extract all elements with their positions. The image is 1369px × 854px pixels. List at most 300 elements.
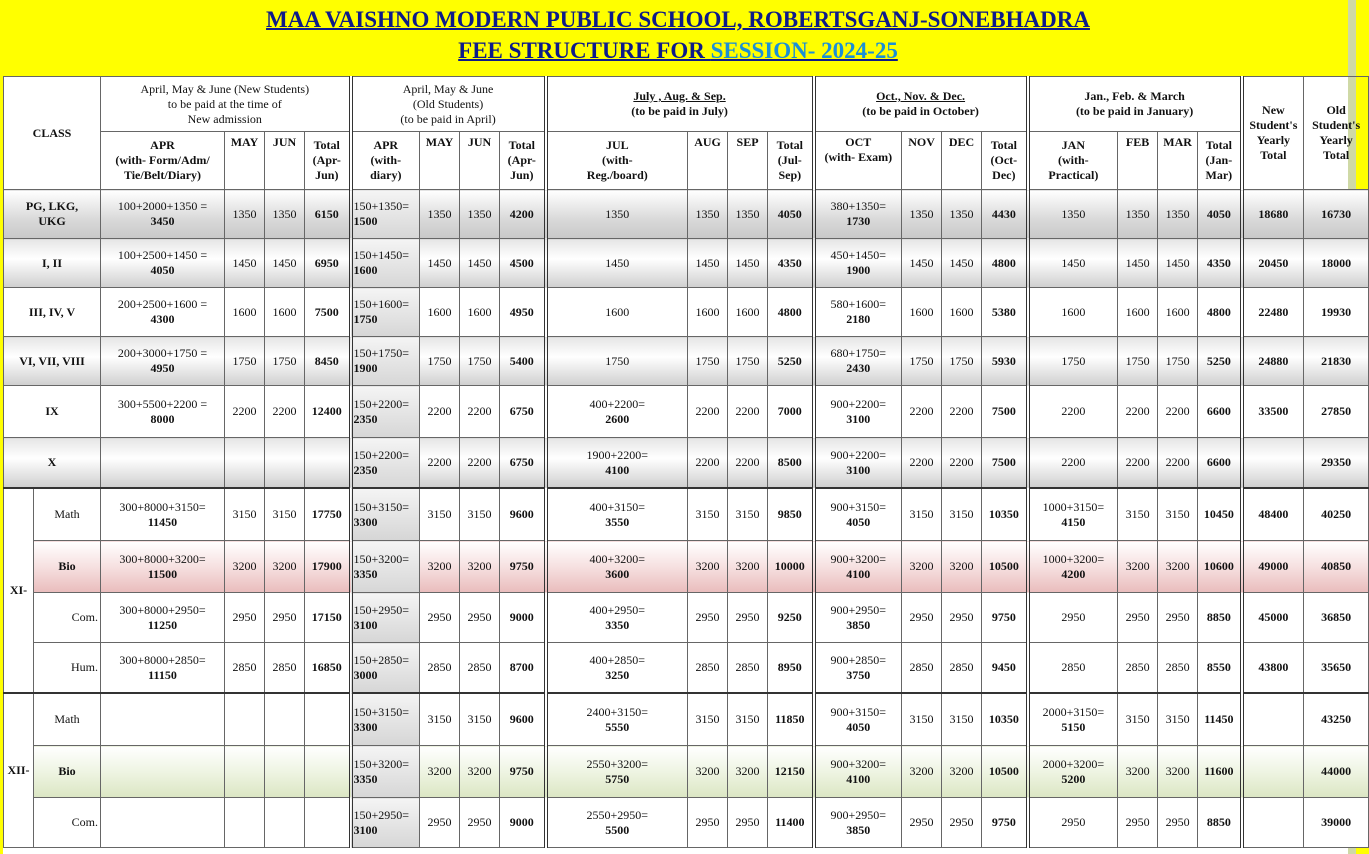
jul-cell: [546, 593, 688, 643]
jan-formula: 2200: [1061, 404, 1086, 418]
old-students-header-line3: (to be paid in April): [400, 111, 496, 126]
fee-label: FEE STRUCTURE FOR: [458, 38, 711, 63]
old-yearly-cell: 40850: [1304, 541, 1369, 593]
old-apr-result: 3100: [353, 822, 378, 837]
old-apr-formula: 150+3150=: [353, 704, 410, 719]
new-apr-header: [101, 132, 225, 190]
q3-total-cell: 9750: [982, 593, 1028, 643]
aug-cell: 3200: [688, 541, 728, 593]
feb-cell: 1750: [1118, 337, 1158, 386]
old-apr-result: 2350: [353, 462, 378, 477]
q3-total-cell: 9750: [982, 798, 1028, 848]
old-may-cell: 3150: [420, 693, 460, 746]
new-jun-cell: 3150: [265, 488, 305, 541]
mar-cell: 1350: [1158, 190, 1198, 239]
jan-result: 4200: [1061, 566, 1086, 581]
feb-cell: 3200: [1118, 541, 1158, 593]
aug-cell: 3200: [688, 746, 728, 798]
old-apr-result: 1600: [353, 263, 378, 277]
new-students-header-line2: to be paid at the time of: [167, 96, 282, 111]
new-yearly-cell: 18680: [1242, 190, 1304, 239]
jan-cell: [1028, 337, 1118, 386]
fee-structure-title: [0, 38, 1356, 64]
new-apr-result: 11500: [147, 566, 178, 581]
mar-cell: 1450: [1158, 239, 1198, 288]
header-row-groups: [4, 77, 1369, 132]
jan-formula: 1350: [1061, 206, 1086, 221]
q4-total-cell: 4050: [1198, 190, 1242, 239]
q4-total-cell: 6600: [1198, 386, 1242, 438]
jul-formula: 400+3200=: [589, 551, 646, 566]
q2-total-cell: 4350: [768, 239, 814, 288]
new-apr-cell: [101, 288, 225, 337]
old-jun-cell: 2950: [460, 798, 500, 848]
jul-cell: [546, 190, 688, 239]
new-may-cell: 3200: [225, 541, 265, 593]
jul-formula: 1600: [605, 304, 630, 319]
oct-formula: 900+3200=: [830, 551, 887, 566]
old-apr-formula: 150+1450=: [353, 248, 410, 262]
old-apr-cell: [351, 190, 420, 239]
jul-cell: [546, 798, 688, 848]
new-may-cell: 2200: [225, 386, 265, 438]
jan-formula: 1450: [1061, 255, 1086, 270]
dec-cell: 1750: [942, 337, 982, 386]
table-row: [4, 239, 1369, 288]
new-apr-cell: [101, 190, 225, 239]
stream-cell: Com.: [34, 798, 101, 848]
stream-cell: Com.: [34, 593, 101, 643]
aug-cell: 2950: [688, 798, 728, 848]
new-total-cell: 17750: [305, 488, 351, 541]
q2-total-cell: 4050: [768, 190, 814, 239]
new-may-cell: 1750: [225, 337, 265, 386]
old-yearly-cell: 40250: [1304, 488, 1369, 541]
old-jun-cell: 3200: [460, 746, 500, 798]
jul-cell: [546, 693, 688, 746]
old-may-header: MAY: [420, 132, 460, 190]
q2-header-line2: (to be paid in July): [631, 104, 728, 118]
jul-formula: 2400+3150=: [586, 704, 649, 719]
old-apr-result: 3100: [353, 617, 378, 632]
jul-line1: JUL: [605, 138, 629, 152]
old-total-cell: 9000: [500, 798, 546, 848]
jul-formula: 400+2950=: [589, 602, 646, 617]
old-may-cell: 1450: [420, 239, 460, 288]
jan-formula: 1000+3150=: [1042, 499, 1105, 514]
new-apr-cell: [101, 693, 225, 746]
oct-result: 2430: [846, 361, 871, 375]
jan-cell: [1028, 239, 1118, 288]
old-apr-result: 2350: [353, 411, 378, 426]
jul-formula: 1900+2200=: [586, 447, 649, 462]
class-cell: X: [4, 438, 101, 489]
q3-total-cell: 7500: [982, 386, 1028, 438]
mar-cell: 1600: [1158, 288, 1198, 337]
old-yearly-cell: 18000: [1304, 239, 1369, 288]
q2-total-cell: 10000: [768, 541, 814, 593]
old-apr-cell: [351, 386, 420, 438]
old-yearly-cell: 27850: [1304, 386, 1369, 438]
oct-header: [814, 132, 902, 190]
q2-total-cell: 9850: [768, 488, 814, 541]
new-jun-cell: 1600: [265, 288, 305, 337]
feb-cell: 2200: [1118, 438, 1158, 489]
new-may-cell: 2850: [225, 643, 265, 694]
new-jun-cell: 2850: [265, 643, 305, 694]
new-yearly-line4: Total: [1260, 148, 1287, 162]
sep-cell: 2950: [728, 593, 768, 643]
new-jun-cell: [265, 798, 305, 848]
jan-formula: 2000+3150=: [1042, 704, 1105, 719]
old-apr-line1: APR: [373, 138, 399, 152]
old-yearly-line1: Old: [1326, 103, 1346, 117]
aug-cell: 2200: [688, 386, 728, 438]
old-total-line1: Total: [508, 138, 535, 152]
nov-cell: 2200: [902, 438, 942, 489]
jan-result: 4150: [1061, 514, 1086, 529]
new-total-cell: [305, 438, 351, 489]
jan-cell: [1028, 488, 1118, 541]
oct-cell: [814, 488, 902, 541]
q2-total-header: [768, 132, 814, 190]
old-apr-formula: 150+3200=: [353, 551, 410, 566]
mar-cell: 2200: [1158, 386, 1198, 438]
dec-cell: 2950: [942, 593, 982, 643]
old-yearly-cell: 44000: [1304, 746, 1369, 798]
new-apr-formula: 300+8000+3150=: [119, 499, 206, 514]
old-apr-cell: [351, 593, 420, 643]
jul-formula: 2550+3200=: [586, 756, 649, 771]
jan-cell: [1028, 288, 1118, 337]
table-row: [4, 190, 1369, 239]
old-may-cell: 1750: [420, 337, 460, 386]
nov-cell: 3200: [902, 541, 942, 593]
new-yearly-cell: 22480: [1242, 288, 1304, 337]
nov-cell: 1750: [902, 337, 942, 386]
feb-cell: 2200: [1118, 386, 1158, 438]
dec-header: DEC: [942, 132, 982, 190]
old-yearly-cell: 29350: [1304, 438, 1369, 489]
q2-total-cell: 5250: [768, 337, 814, 386]
nov-cell: 2850: [902, 643, 942, 694]
nov-header: NOV: [902, 132, 942, 190]
header-row-months: [4, 132, 1369, 190]
group-label-xi: XI-: [4, 488, 34, 693]
jul-result: 2600: [605, 411, 630, 426]
old-apr-formula: 150+2950=: [353, 602, 410, 617]
class-cell: III, IV, V: [4, 288, 101, 337]
aug-cell: 1750: [688, 337, 728, 386]
table-row: [4, 288, 1369, 337]
oct-cell: [814, 693, 902, 746]
old-total-cell: 5400: [500, 337, 546, 386]
new-apr-formula: 100+2500+1450 =: [117, 248, 208, 262]
oct-formula: 900+3200=: [830, 756, 887, 771]
new-apr-result: 8000: [150, 411, 175, 426]
old-apr-formula: 150+1350=: [353, 199, 410, 213]
stream-cell: Math: [34, 488, 101, 541]
q3-total-line2: (Oct-: [990, 153, 1018, 167]
q4-total-cell: 4350: [1198, 239, 1242, 288]
old-total-cell: 9600: [500, 693, 546, 746]
oct-cell: [814, 337, 902, 386]
oct-formula: 900+2200=: [830, 447, 887, 462]
stream-cell: Math: [34, 693, 101, 746]
old-yearly-cell: 43250: [1304, 693, 1369, 746]
oct-cell: [814, 190, 902, 239]
q4-header: [1028, 77, 1242, 132]
oct-cell: [814, 386, 902, 438]
old-total-cell: 9750: [500, 746, 546, 798]
nov-cell: 1450: [902, 239, 942, 288]
old-may-cell: 2850: [420, 643, 460, 694]
new-may-cell: [225, 438, 265, 489]
jul-formula: 1450: [605, 255, 630, 270]
jul-cell: [546, 386, 688, 438]
oct-cell: [814, 593, 902, 643]
group-label-xii: XII-: [4, 693, 34, 848]
oct-result: 4050: [846, 719, 871, 734]
q3-total-cell: 10350: [982, 488, 1028, 541]
new-may-cell: 1350: [225, 190, 265, 239]
nov-cell: 1600: [902, 288, 942, 337]
old-yearly-cell: 39000: [1304, 798, 1369, 848]
sep-cell: 1750: [728, 337, 768, 386]
class-header: CLASS: [4, 77, 101, 190]
q3-total-line1: Total: [990, 138, 1017, 152]
table-row: [4, 438, 1369, 489]
q3-total-cell: 10350: [982, 693, 1028, 746]
dec-cell: 2200: [942, 386, 982, 438]
old-apr-line2: (with-: [370, 153, 402, 167]
new-may-cell: 1450: [225, 239, 265, 288]
oct-cell: [814, 541, 902, 593]
jan-formula: 2950: [1061, 610, 1086, 624]
old-may-cell: 2200: [420, 438, 460, 489]
new-jun-cell: 3200: [265, 541, 305, 593]
jul-result: 3250: [605, 667, 630, 682]
new-apr-cell: [101, 239, 225, 288]
new-may-cell: 3150: [225, 488, 265, 541]
new-may-cell: [225, 693, 265, 746]
new-total-cell: [305, 798, 351, 848]
table-row: [4, 541, 1369, 593]
stream-cell: Bio: [34, 541, 101, 593]
jul-cell: [546, 488, 688, 541]
sep-cell: 2200: [728, 438, 768, 489]
new-jun-cell: 1350: [265, 190, 305, 239]
old-yearly-cell: 19930: [1304, 288, 1369, 337]
old-total-header: [500, 132, 546, 190]
old-apr-formula: 150+2200=: [353, 447, 410, 462]
new-apr-result: 3450: [150, 214, 175, 228]
table-row: [4, 798, 1369, 848]
sep-cell: 1350: [728, 190, 768, 239]
old-apr-result: 3300: [353, 719, 378, 734]
old-students-header: [351, 77, 546, 132]
session-label: SESSION- 2024-25: [710, 38, 898, 63]
old-jun-cell: 2200: [460, 438, 500, 489]
dec-cell: 3200: [942, 746, 982, 798]
oct-formula: 900+2950=: [830, 807, 887, 822]
class-cell: I, II: [4, 239, 101, 288]
new-apr-cell: [101, 746, 225, 798]
old-total-cell: 9600: [500, 488, 546, 541]
fee-table: [3, 76, 1369, 848]
q2-total-line1: Total: [776, 138, 803, 152]
fee-table-container: [3, 76, 1361, 854]
q4-header-line1: Jan., Feb. & March: [1084, 89, 1185, 103]
oct-cell: [814, 643, 902, 694]
jan-formula: 1750: [1061, 353, 1086, 368]
oct-result: 2180: [846, 312, 871, 326]
new-yearly-cell: 33500: [1242, 386, 1304, 438]
jul-formula: 400+2200=: [589, 396, 646, 411]
q2-total-cell: 12150: [768, 746, 814, 798]
new-apr-formula: 300+5500+2200 =: [117, 396, 208, 411]
jan-cell: [1028, 438, 1118, 489]
new-jun-cell: 2200: [265, 386, 305, 438]
jul-formula: 2550+2950=: [586, 807, 649, 822]
new-total-cell: 8450: [305, 337, 351, 386]
old-may-cell: 3200: [420, 746, 460, 798]
oct-cell: [814, 798, 902, 848]
sep-cell: 1450: [728, 239, 768, 288]
q2-total-line2: (Jul-: [777, 153, 802, 167]
mar-cell: 3150: [1158, 488, 1198, 541]
new-students-header-line1: April, May & June (New Students): [140, 81, 310, 96]
old-jun-cell: 3150: [460, 693, 500, 746]
new-apr-result: 11450: [147, 514, 178, 529]
q2-total-cell: 4800: [768, 288, 814, 337]
jul-result: 5500: [605, 822, 630, 837]
fee-table-body: [4, 77, 1369, 848]
nov-cell: 3200: [902, 746, 942, 798]
jul-cell: [546, 746, 688, 798]
jul-result: 5750: [605, 771, 630, 786]
q2-total-cell: 11850: [768, 693, 814, 746]
jan-cell: [1028, 643, 1118, 694]
q4-total-cell: 8850: [1198, 593, 1242, 643]
old-apr-result: 1500: [353, 214, 378, 228]
q2-header: [546, 77, 814, 132]
q3-total-line3: Dec): [992, 168, 1016, 182]
old-jun-cell: 2200: [460, 386, 500, 438]
jul-result: 3350: [605, 617, 630, 632]
dec-cell: 1450: [942, 239, 982, 288]
jan-header: [1028, 132, 1118, 190]
jan-line2: (with-: [1058, 153, 1089, 167]
jan-cell: [1028, 746, 1118, 798]
oct-result: 4050: [846, 514, 871, 529]
q3-total-cell: 4430: [982, 190, 1028, 239]
new-total-cell: 12400: [305, 386, 351, 438]
oct-result: 1730: [846, 214, 871, 228]
old-total-cell: 6750: [500, 386, 546, 438]
q4-total-line3: Mar): [1205, 168, 1233, 182]
q4-total-cell: 5250: [1198, 337, 1242, 386]
new-jun-header: JUN: [265, 132, 305, 190]
old-may-cell: 2950: [420, 593, 460, 643]
oct-result: 3750: [846, 667, 871, 682]
sep-cell: 1600: [728, 288, 768, 337]
oct-result: 1900: [846, 263, 871, 277]
jul-header: [546, 132, 688, 190]
sep-cell: 3150: [728, 693, 768, 746]
old-yearly-cell: 35650: [1304, 643, 1369, 694]
dec-cell: 3150: [942, 693, 982, 746]
sep-header: SEP: [728, 132, 768, 190]
new-yearly-cell: 24880: [1242, 337, 1304, 386]
oct-cell: [814, 239, 902, 288]
oct-formula: 900+2200=: [830, 396, 887, 411]
new-total-cell: [305, 746, 351, 798]
jan-cell: [1028, 593, 1118, 643]
feb-header: FEB: [1118, 132, 1158, 190]
jul-cell: [546, 239, 688, 288]
new-yearly-line1: New: [1262, 103, 1285, 117]
old-apr-cell: [351, 541, 420, 593]
new-apr-cell: [101, 643, 225, 694]
old-apr-formula: 150+2850=: [353, 652, 410, 667]
old-apr-result: 3000: [353, 667, 378, 682]
oct-formula: 900+2850=: [830, 652, 887, 667]
sep-cell: 2950: [728, 798, 768, 848]
nov-cell: 2950: [902, 798, 942, 848]
new-yearly-cell: 20450: [1242, 239, 1304, 288]
dec-cell: 1600: [942, 288, 982, 337]
new-jun-cell: [265, 438, 305, 489]
q4-total-cell: 10450: [1198, 488, 1242, 541]
old-yearly-cell: 21830: [1304, 337, 1369, 386]
q4-total-cell: 11450: [1198, 693, 1242, 746]
oct-result: 3100: [846, 462, 871, 477]
old-jun-cell: 1600: [460, 288, 500, 337]
mar-header: MAR: [1158, 132, 1198, 190]
old-total-cell: 4950: [500, 288, 546, 337]
new-may-cell: [225, 746, 265, 798]
q4-total-cell: 8550: [1198, 643, 1242, 694]
new-apr-result: 11150: [148, 667, 177, 682]
old-may-cell: 3150: [420, 488, 460, 541]
page-header: [0, 0, 1356, 72]
q3-total-cell: 10500: [982, 541, 1028, 593]
table-row: [4, 593, 1369, 643]
new-apr-formula: 200+3000+1750 =: [117, 346, 208, 360]
new-apr-cell: [101, 386, 225, 438]
jan-formula: 2950: [1061, 815, 1086, 829]
new-apr-result: 4950: [150, 361, 175, 375]
new-total-cell: 16850: [305, 643, 351, 694]
new-total-cell: 7500: [305, 288, 351, 337]
q3-header-line2: (to be paid in October): [862, 104, 979, 118]
jul-cell: [546, 541, 688, 593]
stream-cell: Bio: [34, 746, 101, 798]
old-apr-cell: [351, 643, 420, 694]
old-apr-result: 3350: [353, 771, 378, 786]
feb-cell: 1600: [1118, 288, 1158, 337]
new-total-cell: [305, 693, 351, 746]
mar-cell: 2200: [1158, 438, 1198, 489]
new-apr-formula: 300+8000+3200=: [119, 551, 206, 566]
old-jun-cell: 1350: [460, 190, 500, 239]
old-total-cell: 9750: [500, 541, 546, 593]
stream-cell: Hum.: [34, 643, 101, 694]
dec-cell: 2850: [942, 643, 982, 694]
oct-result: 3850: [846, 822, 871, 837]
new-yearly-cell: [1242, 746, 1304, 798]
